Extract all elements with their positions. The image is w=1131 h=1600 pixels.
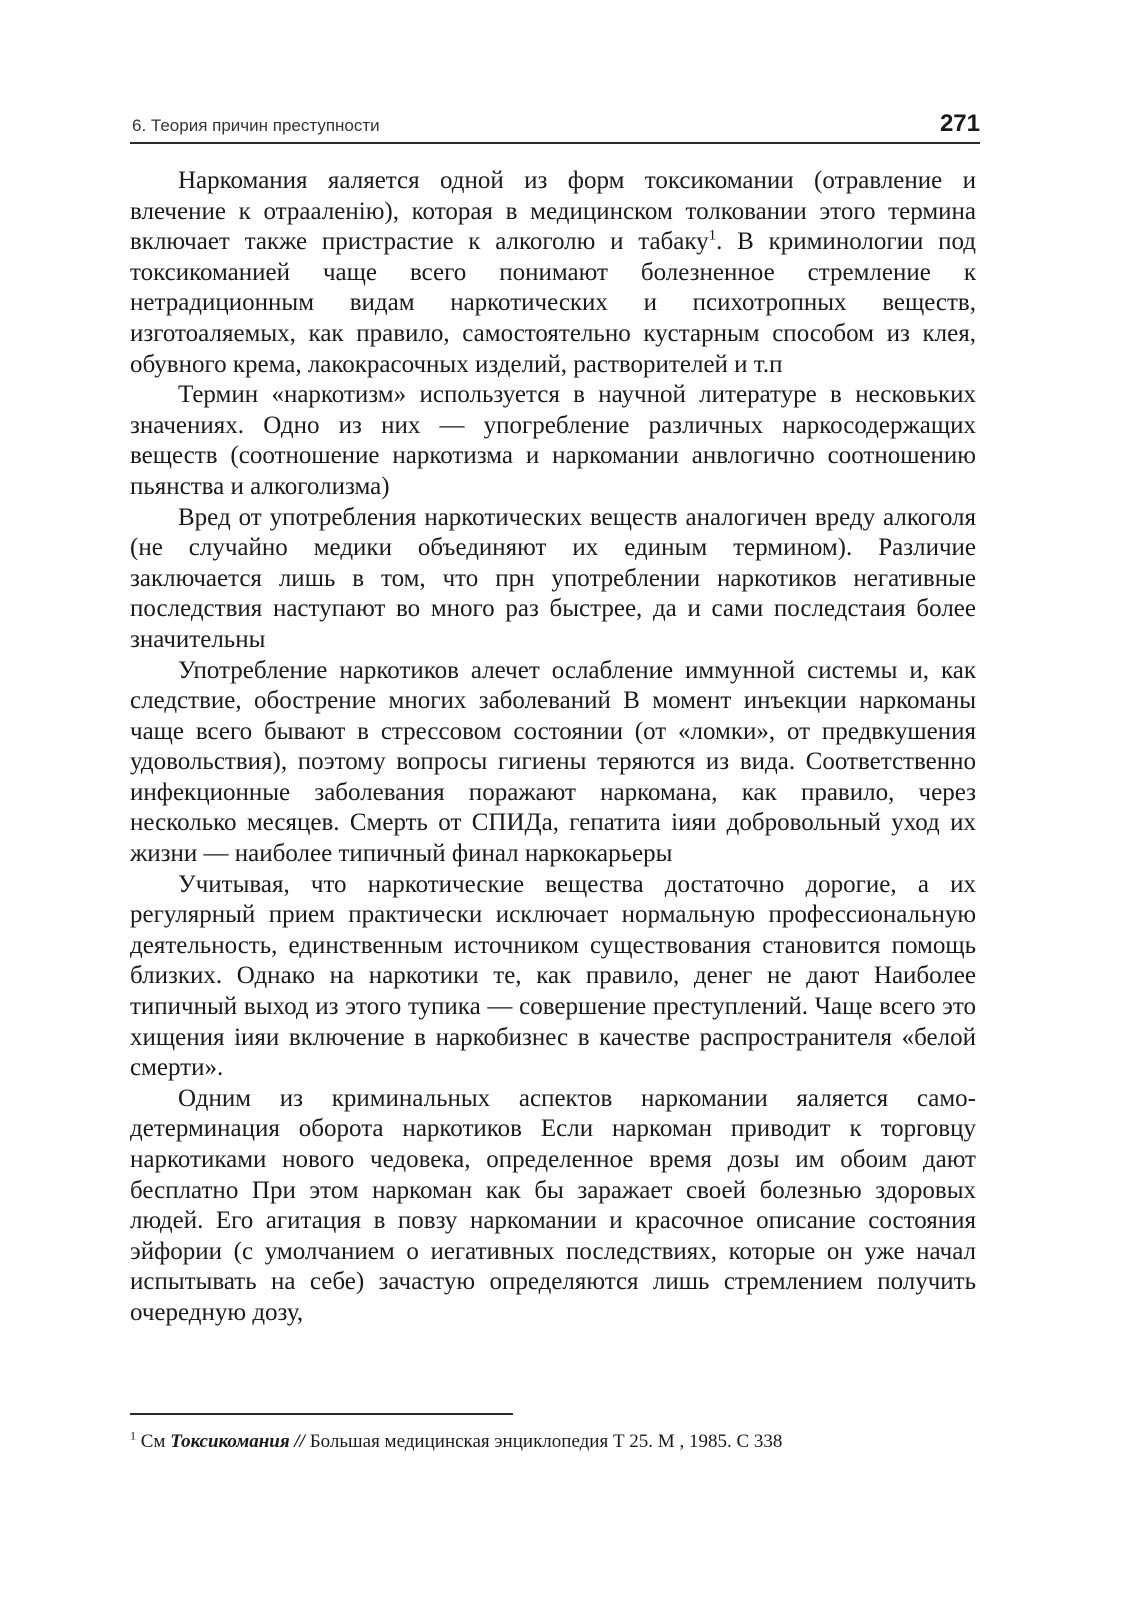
body-text [130, 166, 976, 1329]
paragraph-1 [130, 166, 976, 380]
running-header [130, 112, 980, 144]
footnote-reference: 1 [708, 227, 717, 244]
paragraph-6: Одним из криминальных аспектов наркомании яаляется самодетерминация оборота наркотиков Если наркоман приводит к торговцу наркотиками нового чедовека, определенное время дозы им обоим дают бесплатно При этом наркоман как бы заражает своей болезнью здоровых людей. Его агитация в повзу наркомании и красочное описание состояния эйфории (с умолчанием о иегативных последствиях, которые он уже начал испытывать на себе) зачастую определяются лишь стремлением получить очередную дозу, [130, 1084, 976, 1326]
paragraph-4: Употребление наркотиков алечет ослабление иммунной системы и, как следствие, обострение многих заболеваний В момент инъекции наркоманы чаще всего бывают в стрессовом состоянии (от «ломки», от предвкушения удовольствия), поэтому вопросы гигиены теряются из вида. Соответственно инфекционные заболевания поражают наркомана, как правило, через несколько месяцев. Смерть от СПИДа, гепатита іияи добровольный уход их жизни — наиболее типичный финал наркокарьеры [130, 656, 976, 868]
footnote-prefix: См [136, 1431, 171, 1452]
paragraph-1-text: Наркомания яаляется одной из форм токсикомании (отравление и влечение к отрааленію), которая в медицинском толковании этого термина включает также пристрастие к алкоголю и табаку [130, 167, 976, 256]
footnote-source-title: Токсикомания // [170, 1431, 305, 1452]
footnote [130, 1430, 976, 1454]
paragraph-1-continuation: . В криминологии под токсикоманией чаще всего понимают болезненное стремление к нетрадиционным видам наркотических и психотропных веществ, изготоаляемых, как правило, самостоятельно кустарным способом из клея, обувного крема, лакокрасочных изделий, растворителей и т.п [130, 228, 976, 378]
paragraph-3: Вред от употребления наркотических веществ аналогичен вреду алкоголя (не случайно медики объединяют их единым термином). Различие заключается лишь в том, что прн употреблении наркотиков негативные последствия наступают во много раз быстрее, да и сами последстаия более значительны [130, 503, 976, 653]
footnote-divider [130, 1413, 513, 1415]
running-header-title: 6. Теория причин преступности [132, 116, 380, 135]
footnote-citation: Большая медицинская энциклопедия Т 25. М , 1985. С 338 [304, 1431, 783, 1452]
footnote-marker: 1 [130, 1428, 136, 1443]
paragraph-5: Учитывая, что наркотические вещества достаточно дорогие, а их регулярный прием практически исключает нормальную профессиональную деятельность, единственным источником существования становится помощь близких. Однако на наркотики те, как правило, денег не дают Наиболее типичный выход из этого тупика — совершение преступлений. Чаще всего это хищения іияи включение в наркобизнес в качестве распространителя «белой смерти». [130, 870, 976, 1082]
paragraph-2: Термин «наркотизм» используется в научной литературе в несковьких значениях. Одно из них — упогребление различных наркосодержащих веществ (соотношение наркотизма и наркомании анвлогично соотношению пьянства и алкоголизма) [130, 381, 976, 500]
page-number: 271 [939, 110, 980, 137]
